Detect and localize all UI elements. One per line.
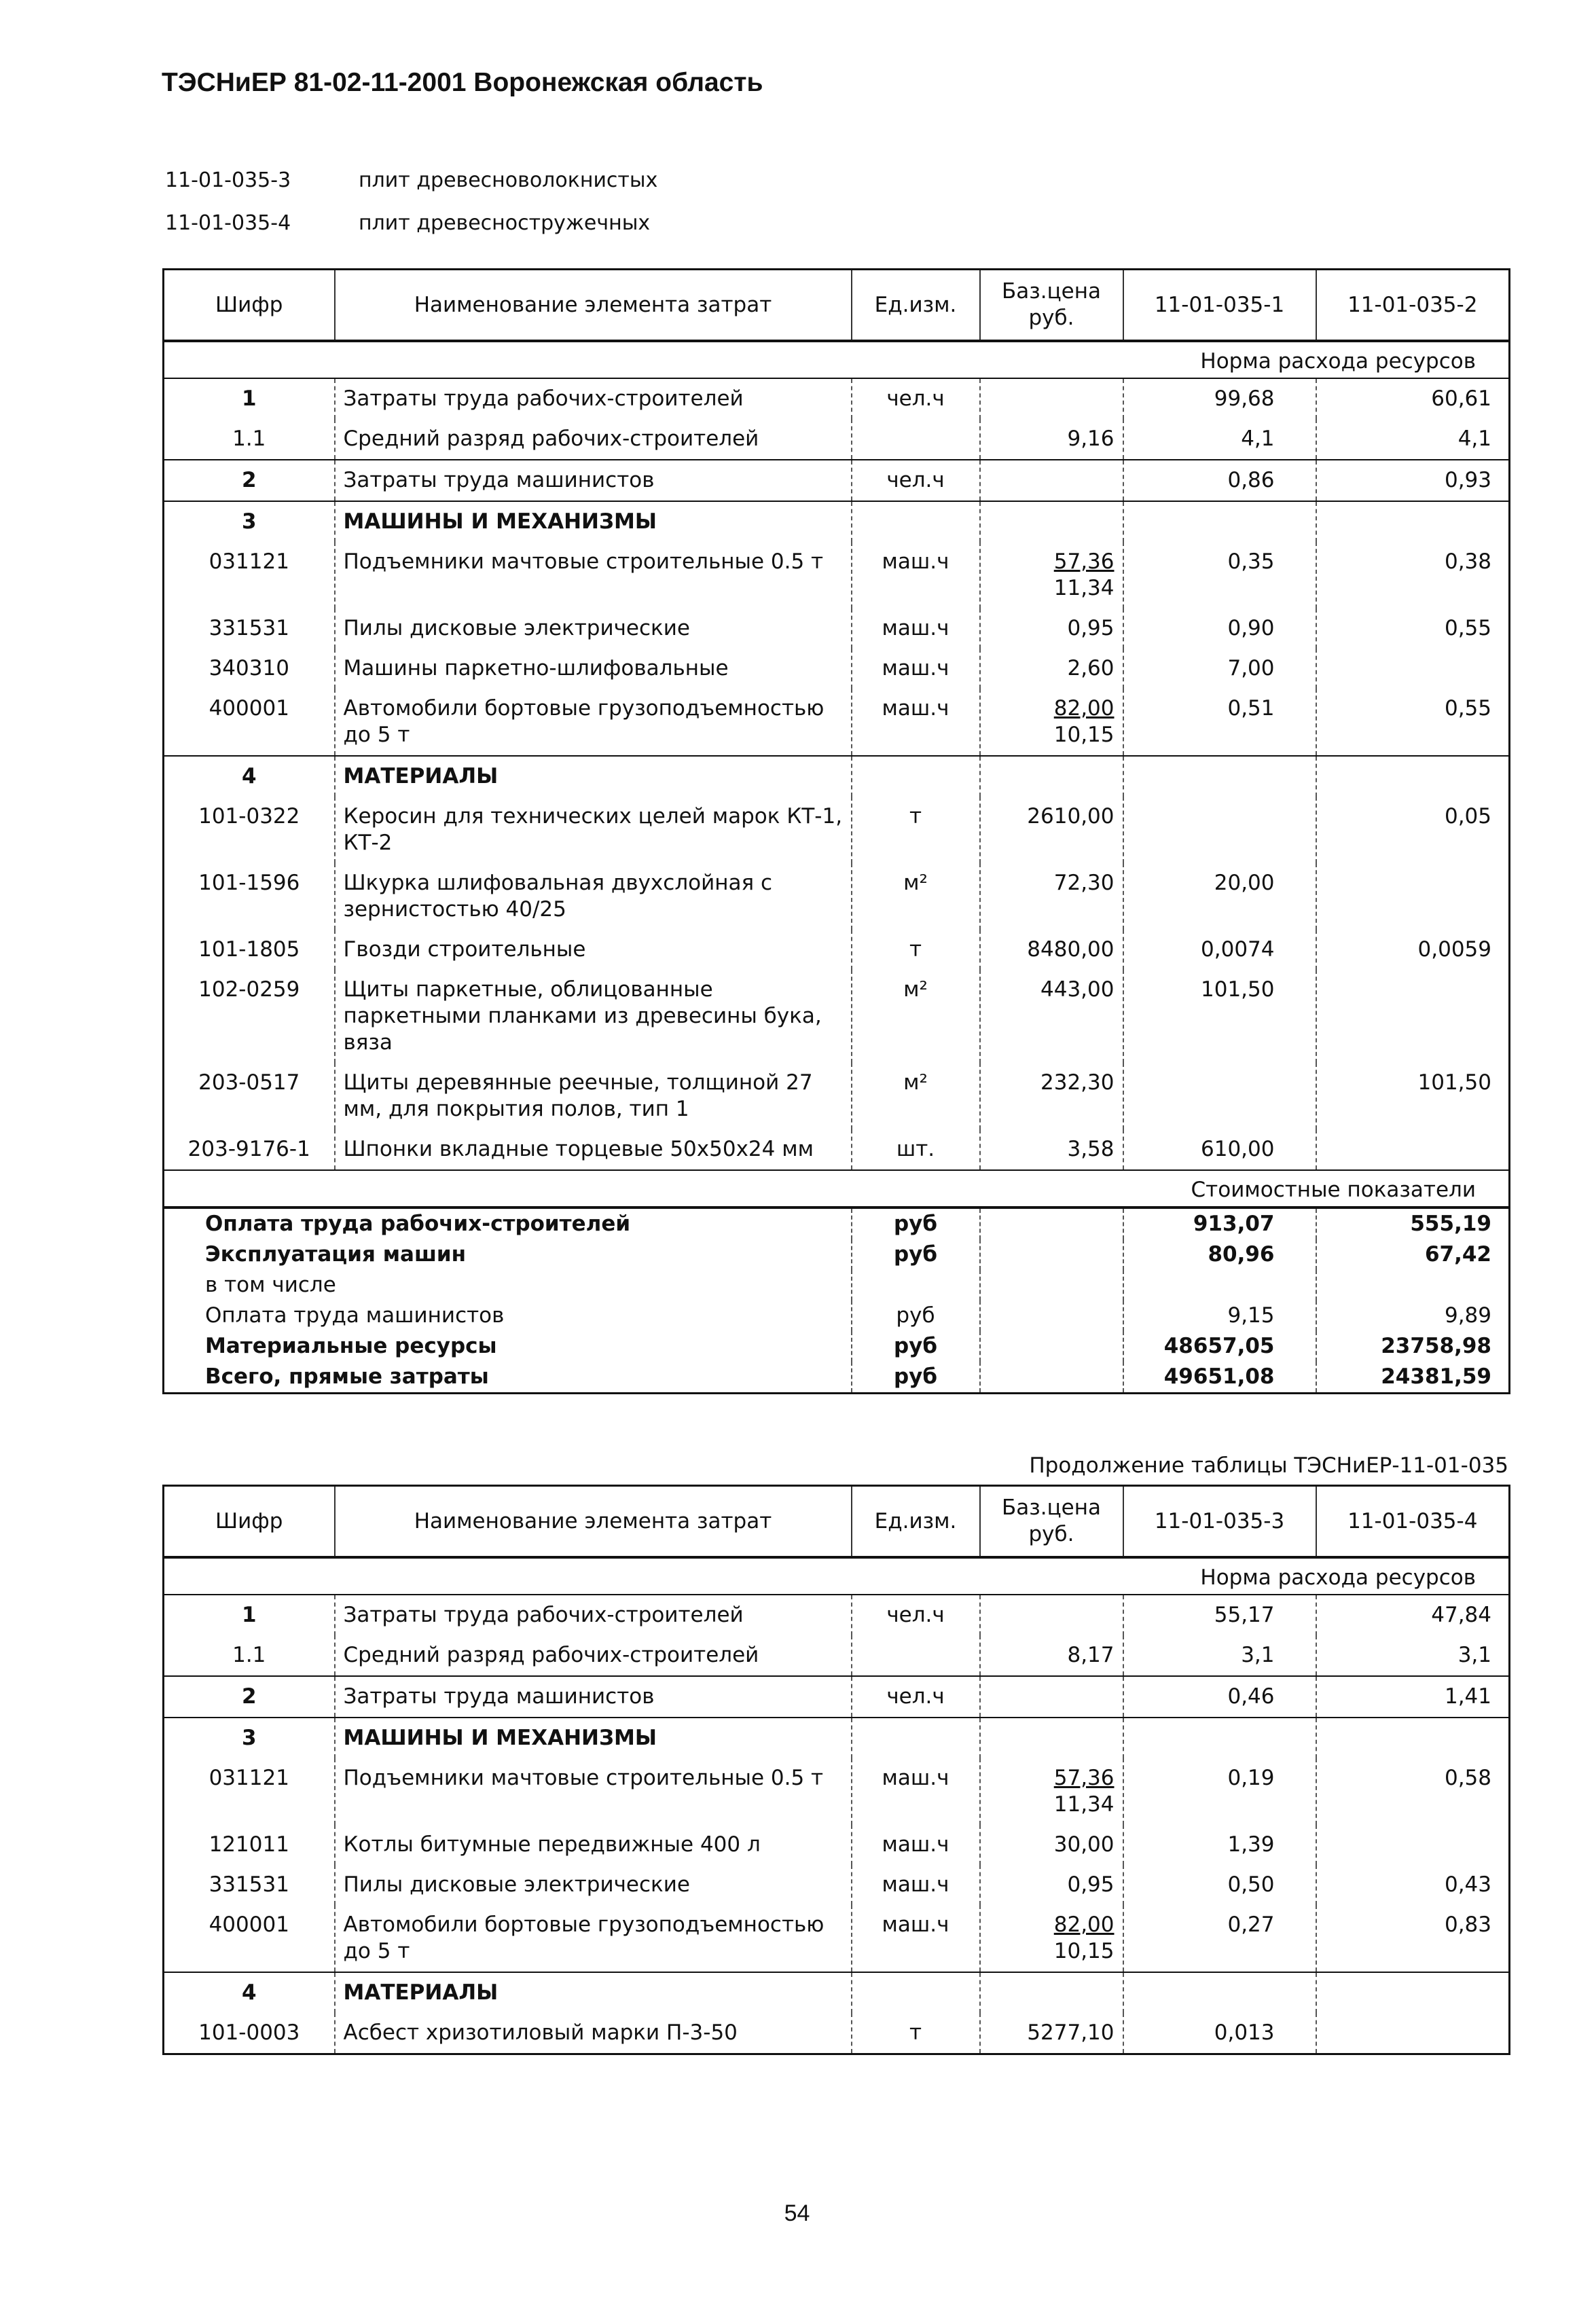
unit: чел.ч — [852, 1595, 980, 1635]
base-price — [980, 1595, 1123, 1635]
cost-row — [164, 1331, 1510, 1362]
table-row — [164, 1063, 1510, 1129]
table-row — [164, 1905, 1510, 1972]
resource-code: 331531 — [209, 616, 289, 640]
base-price — [980, 1905, 1123, 1972]
base-price: 5277,10 — [980, 2013, 1123, 2054]
base-price: 443,00 — [980, 970, 1123, 1063]
norm-value-2: 0,43 — [1316, 1865, 1510, 1905]
cost-value-1: 9,15 — [1123, 1301, 1316, 1331]
norm-value-2: 0,93 — [1316, 460, 1510, 501]
resource-table-2 — [162, 1485, 1510, 2055]
unit — [852, 419, 980, 460]
base-price-value: 82,00 — [1053, 696, 1115, 721]
base-price: 72,30 — [980, 863, 1123, 930]
document-title: ТЭСНиЕР 81-02-11-2001 Воронежская область — [162, 68, 763, 97]
resource-code: 101-1805 — [198, 937, 300, 962]
column-header: Ед.изм. — [852, 270, 980, 342]
norm-value-1 — [1123, 501, 1316, 542]
table-row — [164, 689, 1510, 756]
resource-name: Автомобили бортовые грузоподъемностью до 5 т — [335, 689, 852, 756]
subitem-name: плит древесностружечных — [359, 211, 651, 235]
table-row — [164, 419, 1510, 460]
base-price: 30,00 — [980, 1825, 1123, 1865]
norm-value-2 — [1316, 756, 1510, 797]
norm-value-2: 0,55 — [1316, 609, 1510, 649]
table-row — [164, 501, 1510, 542]
resource-name: Средний разряд рабочих-строителей — [335, 419, 852, 460]
subitem-name: плит древесноволокнистых — [359, 168, 658, 192]
norm-value-2: 101,50 — [1316, 1063, 1510, 1129]
norm-value-1 — [1123, 1718, 1316, 1758]
resource-name: МАШИНЫ И МЕХАНИЗМЫ — [335, 501, 852, 542]
table-row — [164, 2013, 1510, 2054]
base-price — [980, 689, 1123, 756]
resource-code: 331531 — [209, 1872, 289, 1897]
base-price-sub: 11,34 — [1053, 576, 1115, 600]
cost-price-empty — [980, 1270, 1123, 1301]
column-header: Баз.цена руб. — [980, 1486, 1123, 1558]
column-header: Шифр — [215, 292, 283, 317]
unit: м² — [852, 970, 980, 1063]
subitem-code: 11-01-035-3 — [165, 168, 291, 192]
column-header: Шифр — [215, 1508, 283, 1533]
resource-name: МАТЕРИАЛЫ — [335, 1972, 852, 2013]
table-row — [164, 1718, 1510, 1758]
cost-value-1: 48657,05 — [1123, 1331, 1316, 1362]
norm-value-2 — [1316, 863, 1510, 930]
resource-table-1 — [162, 268, 1510, 1394]
base-price: 3,58 — [980, 1129, 1123, 1170]
norm-value-1: 99,68 — [1123, 378, 1316, 419]
norm-value-1: 0,0074 — [1123, 930, 1316, 970]
unit: т — [852, 797, 980, 863]
table-row — [164, 1129, 1510, 1170]
norm-value-1: 0,013 — [1123, 2013, 1316, 2054]
cost-row — [164, 1270, 1510, 1301]
resource-name: Асбест хризотиловый марки П-3-50 — [335, 2013, 852, 2054]
cost-name: Оплата труда рабочих-строителей — [205, 1212, 631, 1236]
unit: чел.ч — [852, 378, 980, 419]
unit — [852, 1635, 980, 1676]
norm-value-1 — [1123, 1063, 1316, 1129]
resource-code: 3 — [241, 509, 257, 534]
unit: маш.ч — [852, 689, 980, 756]
resource-name: Керосин для технических целей марок КТ-1, КТ-2 — [335, 797, 852, 863]
norm-value-1: 20,00 — [1123, 863, 1316, 930]
norm-value-2: 0,05 — [1316, 797, 1510, 863]
resource-code: 2 — [241, 468, 257, 492]
norm-value-1: 610,00 — [1123, 1129, 1316, 1170]
base-price — [980, 756, 1123, 797]
norm-value-1 — [1123, 756, 1316, 797]
table-row — [164, 1758, 1510, 1825]
cost-price-empty — [980, 1239, 1123, 1270]
resource-name: Шкурка шлифовальная двухслойная с зернистостью 40/25 — [335, 863, 852, 930]
table-continuation-caption: Продолжение таблицы ТЭСНиЕР-11-01-035 — [1029, 1453, 1508, 1478]
base-price — [980, 1972, 1123, 2013]
section-label-row — [164, 1170, 1510, 1208]
table-row — [164, 542, 1510, 609]
cost-price-empty — [980, 1301, 1123, 1331]
resource-code: 4 — [241, 764, 257, 788]
unit — [852, 501, 980, 542]
cost-value-1: 49651,08 — [1123, 1362, 1316, 1394]
norm-value-1: 101,50 — [1123, 970, 1316, 1063]
resource-code: 101-0322 — [198, 804, 300, 829]
table-row — [164, 609, 1510, 649]
norm-value-2: 60,61 — [1316, 378, 1510, 419]
resource-name: Подъемники мачтовые строительные 0.5 т — [335, 1758, 852, 1825]
norm-value-2 — [1316, 2013, 1510, 2054]
norm-value-2: 1,41 — [1316, 1676, 1510, 1718]
column-header: 11-01-035-1 — [1123, 270, 1316, 342]
norm-value-2: 3,1 — [1316, 1635, 1510, 1676]
base-price-sub: 10,15 — [1053, 1939, 1115, 1963]
base-price: 8,17 — [980, 1635, 1123, 1676]
norm-value-1: 0,51 — [1123, 689, 1316, 756]
table-row — [164, 863, 1510, 930]
norm-value-1: 7,00 — [1123, 649, 1316, 689]
resource-name: Затраты труда машинистов — [335, 460, 852, 501]
cost-price-empty — [980, 1362, 1123, 1394]
norm-value-2 — [1316, 1718, 1510, 1758]
column-header: Наименование элемента затрат — [335, 1486, 852, 1558]
resource-code: 121011 — [209, 1832, 289, 1857]
resource-name: Затраты труда машинистов — [335, 1676, 852, 1718]
subitem — [165, 211, 650, 235]
table-row — [164, 1676, 1510, 1718]
resource-name: Автомобили бортовые грузоподъемностью до 5 т — [335, 1905, 852, 1972]
resource-name: Гвозди строительные — [335, 930, 852, 970]
base-price — [980, 501, 1123, 542]
cost-value-2: 23758,98 — [1316, 1331, 1510, 1362]
cost-value-2: 24381,59 — [1316, 1362, 1510, 1394]
base-price: 232,30 — [980, 1063, 1123, 1129]
column-header: 11-01-035-4 — [1316, 1486, 1510, 1558]
norm-value-1 — [1123, 1972, 1316, 2013]
base-price: 0,95 — [980, 609, 1123, 649]
table-header-row — [164, 1486, 1510, 1558]
subitem — [165, 168, 657, 192]
column-header: Ед.изм. — [852, 1486, 980, 1558]
norm-value-2: 47,84 — [1316, 1595, 1510, 1635]
resource-name: МАШИНЫ И МЕХАНИЗМЫ — [335, 1718, 852, 1758]
unit: маш.ч — [852, 542, 980, 609]
cost-value-2: 555,19 — [1316, 1208, 1510, 1239]
cost-value-2: 67,42 — [1316, 1239, 1510, 1270]
unit — [852, 756, 980, 797]
norm-value-2: 0,83 — [1316, 1905, 1510, 1972]
column-header: Баз.цена руб. — [980, 270, 1123, 342]
cost-label: Стоимостные показатели — [1191, 1178, 1476, 1202]
unit: шт. — [852, 1129, 980, 1170]
resource-code: 203-9176-1 — [187, 1137, 310, 1161]
table-row — [164, 1635, 1510, 1676]
resource-code: 031121 — [209, 1766, 289, 1790]
resource-code: 1.1 — [232, 426, 266, 451]
cost-price-empty — [980, 1331, 1123, 1362]
cost-unit: руб — [852, 1208, 980, 1239]
unit: маш.ч — [852, 1825, 980, 1865]
section-label-row — [164, 341, 1510, 378]
base-price — [980, 1718, 1123, 1758]
norm-value-1: 4,1 — [1123, 419, 1316, 460]
unit: т — [852, 2013, 980, 2054]
resource-code: 3 — [241, 1726, 257, 1750]
cost-name: Всего, прямые затраты — [205, 1364, 489, 1389]
norm-value-2: 0,38 — [1316, 542, 1510, 609]
base-price — [980, 1676, 1123, 1718]
norm-value-2 — [1316, 1972, 1510, 2013]
unit: чел.ч — [852, 460, 980, 501]
unit: м² — [852, 863, 980, 930]
page-number: 54 — [784, 2200, 810, 2226]
unit: м² — [852, 1063, 980, 1129]
table-row — [164, 930, 1510, 970]
base-price-value: 82,00 — [1053, 1912, 1115, 1937]
base-price-sub: 10,15 — [1053, 723, 1115, 747]
cost-price-empty — [980, 1208, 1123, 1239]
norm-value-1: 0,46 — [1123, 1676, 1316, 1718]
resource-code: 203-0517 — [198, 1070, 300, 1095]
norm-value-1: 0,35 — [1123, 542, 1316, 609]
table-row — [164, 378, 1510, 419]
base-price: 9,16 — [980, 419, 1123, 460]
base-price-sub: 11,34 — [1053, 1792, 1115, 1817]
resource-code: 102-0259 — [198, 977, 300, 1002]
base-price: 2,60 — [980, 649, 1123, 689]
norm-value-2: 0,58 — [1316, 1758, 1510, 1825]
norm-value-2 — [1316, 1825, 1510, 1865]
cost-row — [164, 1239, 1510, 1270]
table-row — [164, 1825, 1510, 1865]
resource-code: 1 — [241, 386, 257, 411]
unit: маш.ч — [852, 649, 980, 689]
column-header: 11-01-035-3 — [1123, 1486, 1316, 1558]
resource-name: Подъемники мачтовые строительные 0.5 т — [335, 542, 852, 609]
norm-value-1: 0,86 — [1123, 460, 1316, 501]
cost-name: Материальные ресурсы — [205, 1334, 497, 1358]
table-row — [164, 460, 1510, 501]
column-header: Наименование элемента затрат — [335, 270, 852, 342]
base-price: 2610,00 — [980, 797, 1123, 863]
cost-value-2: 9,89 — [1316, 1301, 1510, 1331]
unit: маш.ч — [852, 1865, 980, 1905]
norm-value-2 — [1316, 970, 1510, 1063]
norm-value-1 — [1123, 797, 1316, 863]
cost-value-2 — [1316, 1270, 1510, 1301]
section-label-row — [164, 1557, 1510, 1595]
table-row — [164, 797, 1510, 863]
unit: чел.ч — [852, 1676, 980, 1718]
unit: маш.ч — [852, 1758, 980, 1825]
column-header: 11-01-035-2 — [1316, 270, 1510, 342]
norm-value-2: 4,1 — [1316, 419, 1510, 460]
resource-name: Пилы дисковые электрические — [335, 609, 852, 649]
base-price — [980, 460, 1123, 501]
table-row — [164, 1865, 1510, 1905]
cost-name: Эксплуатация машин — [205, 1242, 467, 1267]
resource-name: Средний разряд рабочих-строителей — [335, 1635, 852, 1676]
cost-row — [164, 1301, 1510, 1331]
table-row — [164, 649, 1510, 689]
base-price — [980, 542, 1123, 609]
resource-code: 2 — [241, 1684, 257, 1709]
cost-row — [164, 1208, 1510, 1239]
norm-value-1: 1,39 — [1123, 1825, 1316, 1865]
resource-name: Щиты паркетные, облицованные паркетными планками из древесины бука, вяза — [335, 970, 852, 1063]
cost-unit: руб — [852, 1239, 980, 1270]
table-row — [164, 1972, 1510, 2013]
norm-value-1: 55,17 — [1123, 1595, 1316, 1635]
table-row — [164, 970, 1510, 1063]
resource-name: Шпонки вкладные торцевые 50х50х24 мм — [335, 1129, 852, 1170]
resource-name: Щиты деревянные реечные, толщиной 27 мм, для покрытия полов, тип 1 — [335, 1063, 852, 1129]
base-price-value: 57,36 — [1053, 1766, 1115, 1790]
cost-row — [164, 1362, 1510, 1394]
cost-unit: руб — [852, 1301, 980, 1331]
norm-label: Норма расхода ресурсов — [1200, 349, 1476, 374]
cost-value-1 — [1123, 1270, 1316, 1301]
subitem-code: 11-01-035-4 — [165, 211, 291, 235]
base-price — [980, 1758, 1123, 1825]
norm-value-1: 0,19 — [1123, 1758, 1316, 1825]
norm-value-2 — [1316, 649, 1510, 689]
resource-name: Машины паркетно-шлифовальные — [335, 649, 852, 689]
table-header-row — [164, 270, 1510, 342]
table-row — [164, 756, 1510, 797]
resource-name: Затраты труда рабочих-строителей — [335, 378, 852, 419]
resource-code: 101-1596 — [198, 871, 300, 895]
unit: маш.ч — [852, 1905, 980, 1972]
table-row — [164, 1595, 1510, 1635]
norm-value-2: 0,55 — [1316, 689, 1510, 756]
norm-value-2 — [1316, 501, 1510, 542]
norm-value-1: 3,1 — [1123, 1635, 1316, 1676]
cost-name: в том числе — [205, 1273, 336, 1297]
norm-value-2: 0,0059 — [1316, 930, 1510, 970]
cost-value-1: 80,96 — [1123, 1239, 1316, 1270]
base-price-value: 57,36 — [1053, 549, 1115, 574]
resource-code: 1.1 — [232, 1643, 266, 1667]
cost-value-1: 913,07 — [1123, 1208, 1316, 1239]
resource-code: 4 — [241, 1980, 257, 2005]
resource-code: 400001 — [209, 1912, 289, 1937]
base-price — [980, 378, 1123, 419]
resource-code: 101-0003 — [198, 2020, 300, 2045]
norm-label: Норма расхода ресурсов — [1200, 1565, 1476, 1590]
resource-name: Котлы битумные передвижные 400 л — [335, 1825, 852, 1865]
cost-unit: руб — [852, 1362, 980, 1394]
norm-value-1: 0,90 — [1123, 609, 1316, 649]
norm-value-1: 0,27 — [1123, 1905, 1316, 1972]
resource-code: 340310 — [209, 656, 289, 680]
resource-code: 031121 — [209, 549, 289, 574]
cost-unit — [852, 1270, 980, 1301]
norm-value-1: 0,50 — [1123, 1865, 1316, 1905]
resource-name: Затраты труда рабочих-строителей — [335, 1595, 852, 1635]
unit — [852, 1972, 980, 2013]
resource-name: МАТЕРИАЛЫ — [335, 756, 852, 797]
cost-name: Оплата труда машинистов — [205, 1303, 505, 1328]
norm-value-2 — [1316, 1129, 1510, 1170]
unit: т — [852, 930, 980, 970]
base-price: 0,95 — [980, 1865, 1123, 1905]
resource-code: 400001 — [209, 696, 289, 721]
resource-code: 1 — [241, 1603, 257, 1627]
resource-name: Пилы дисковые электрические — [335, 1865, 852, 1905]
unit — [852, 1718, 980, 1758]
unit: маш.ч — [852, 609, 980, 649]
base-price: 8480,00 — [980, 930, 1123, 970]
cost-unit: руб — [852, 1331, 980, 1362]
